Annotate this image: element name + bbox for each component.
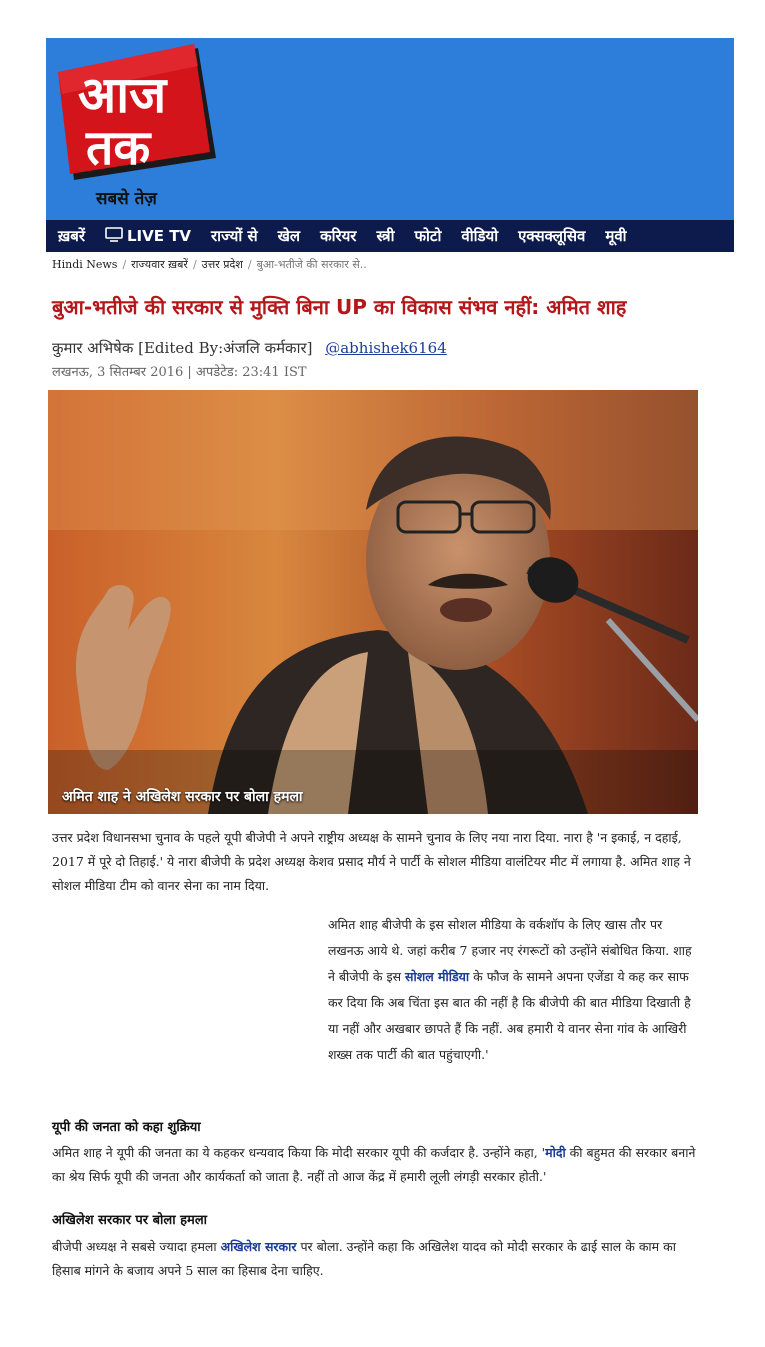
nav-label: मूवी <box>605 227 627 245</box>
quote-text: अमित शाह बीजेपी के इस सोशल मीडिया के वर्कशॉप के लिए खास तौर पर लखनऊ आये थे. जहां करीब 7 हजार नए रंगरूटों को उन्होंने संबोधित किया. शाह ने बीजेपी के इस <box>328 917 692 984</box>
nav-label: स्त्री <box>376 227 395 245</box>
paragraph-text: बीजेपी अध्यक्ष ने सबसे ज्यादा हमला <box>52 1239 221 1254</box>
breadcrumb-separator: / <box>247 258 252 271</box>
hero-photo <box>48 390 698 814</box>
nav-item-career[interactable] <box>310 220 366 252</box>
nav-item-video[interactable] <box>451 220 508 252</box>
logo-bottom-text: तक <box>86 120 151 176</box>
nav-label: ख़बरें <box>58 227 85 245</box>
nav-label: फोटो <box>414 227 442 245</box>
author-handle-link[interactable]: @abhishek6164 <box>325 339 447 357</box>
nav-label: खेल <box>277 227 301 245</box>
author-name: कुमार अभिषेक [Edited By:अंजलि कर्मकार] <box>52 339 313 357</box>
breadcrumb <box>52 257 367 272</box>
aajtak-logo[interactable] <box>48 40 218 210</box>
nav-item-rajyon-se[interactable] <box>201 220 268 252</box>
breadcrumb-separator: / <box>122 258 127 271</box>
hero-image <box>48 390 698 814</box>
nav-item-photo[interactable] <box>404 220 451 252</box>
logo-tagline: सबसे तेज़ <box>96 189 157 209</box>
article-paragraph-2 <box>52 1141 700 1189</box>
article-dateline: लखनऊ, 3 सितम्बर 2016 | अपडेटेड: 23:41 IST <box>52 365 307 380</box>
subheading-thanks: यूपी की जनता को कहा शुक्रिया <box>52 1120 201 1135</box>
article-paragraph-1: उत्तर प्रदेश विधानसभा चुनाव के पहले यूपी बीजेपी ने अपने राष्ट्रीय अध्यक्ष के सामने चुनाव के लिए नया नारा दिया. नारा है 'न इकाई, न दहाई, 2017 में पूरे दो तिहाई.' ये नारा बीजेपी के प्रदेश अध्यक्ष केशव प्रसाद मौर्य ने पार्टी के सोशल मीडिया वालंटियर मीट में लगाया है. अमित शाह ने सोशल मीडिया टीम को वानर सेना का नाम दिया. <box>52 830 691 893</box>
nav-item-khel[interactable] <box>268 220 310 252</box>
nav-label: LIVE TV <box>126 227 192 245</box>
article-paragraph-3 <box>52 1235 700 1283</box>
paragraph-text: की बहुमत की सरकार बनाने का श्रेय सिर्फ यूपी की जनता और कार्यकर्ता को जाता है. नहीं तो आज केंद्र में हमारी लूली लंगड़ी सरकार होती.' <box>52 1145 696 1184</box>
nav-item-stree[interactable] <box>366 220 404 252</box>
logo-top-text: आज <box>78 66 167 124</box>
breadcrumb-link[interactable]: राज्यवार ख़बरें <box>131 258 188 271</box>
breadcrumb-current: बुआ-भतीजे की सरकार से.. <box>256 258 367 271</box>
nav-item-movie[interactable] <box>595 220 636 252</box>
nav-label: वीडियो <box>461 227 499 245</box>
breadcrumb-link[interactable]: उत्तर प्रदेश <box>201 258 243 271</box>
social-media-link[interactable]: सोशल मीडिया <box>405 969 470 984</box>
logo-graphic <box>48 40 218 210</box>
image-caption: अमित शाह ने अखिलेश सरकार पर बोला हमला <box>62 789 303 805</box>
subheading-attack: अखिलेश सरकार पर बोला हमला <box>52 1213 207 1228</box>
nav-label: एक्सक्लूसिव <box>518 227 586 245</box>
breadcrumb-separator: / <box>192 258 197 271</box>
quote-text: के फौज के सामने अपना एजेंडा ये कह कर साफ कर दिया कि अब चिंता इस बात की नहीं है कि बीजेपी की बात मीडिया दिखाती है या नहीं और अखबार छापते हैं कि नहीं. अब हमारी ये वानर सेना गांव के आखिरी शख्स तक पार्टी की बात पहुंचाएगी.' <box>328 969 691 1062</box>
nav-label: राज्यों से <box>211 227 258 245</box>
nav-label: करियर <box>320 227 357 245</box>
modi-link[interactable]: मोदी <box>545 1145 566 1160</box>
paragraph-text: पर बोला. उन्होंने कहा कि अखिलेश यादव को मोदी सरकार के ढाई साल के काम का हिसाब मांगने के बजाय अपने 5 साल का हिसाब देना चाहिए. <box>52 1239 676 1278</box>
nav-item-khabrein[interactable] <box>46 220 95 252</box>
akhilesh-sarkar-link[interactable]: अखिलेश सरकार <box>220 1239 297 1254</box>
paragraph-text: अमित शाह ने यूपी की जनता का ये कहकर धन्यवाद किया कि मोदी सरकार यूपी की कर्जदार है. उन्होंने कहा, ' <box>52 1145 546 1160</box>
article-quote-block <box>328 912 698 1068</box>
nav-item-exclusive[interactable] <box>508 220 595 252</box>
article-byline <box>52 338 447 358</box>
main-nav <box>46 220 734 252</box>
tv-icon <box>105 227 123 246</box>
article-title: बुआ-भतीजे की सरकार से मुक्ति बिना UP का विकास संभव नहीं: अमित शाह <box>52 295 627 319</box>
breadcrumb-link[interactable]: Hindi News <box>52 258 118 271</box>
nav-item-live-tv[interactable] <box>95 220 201 252</box>
